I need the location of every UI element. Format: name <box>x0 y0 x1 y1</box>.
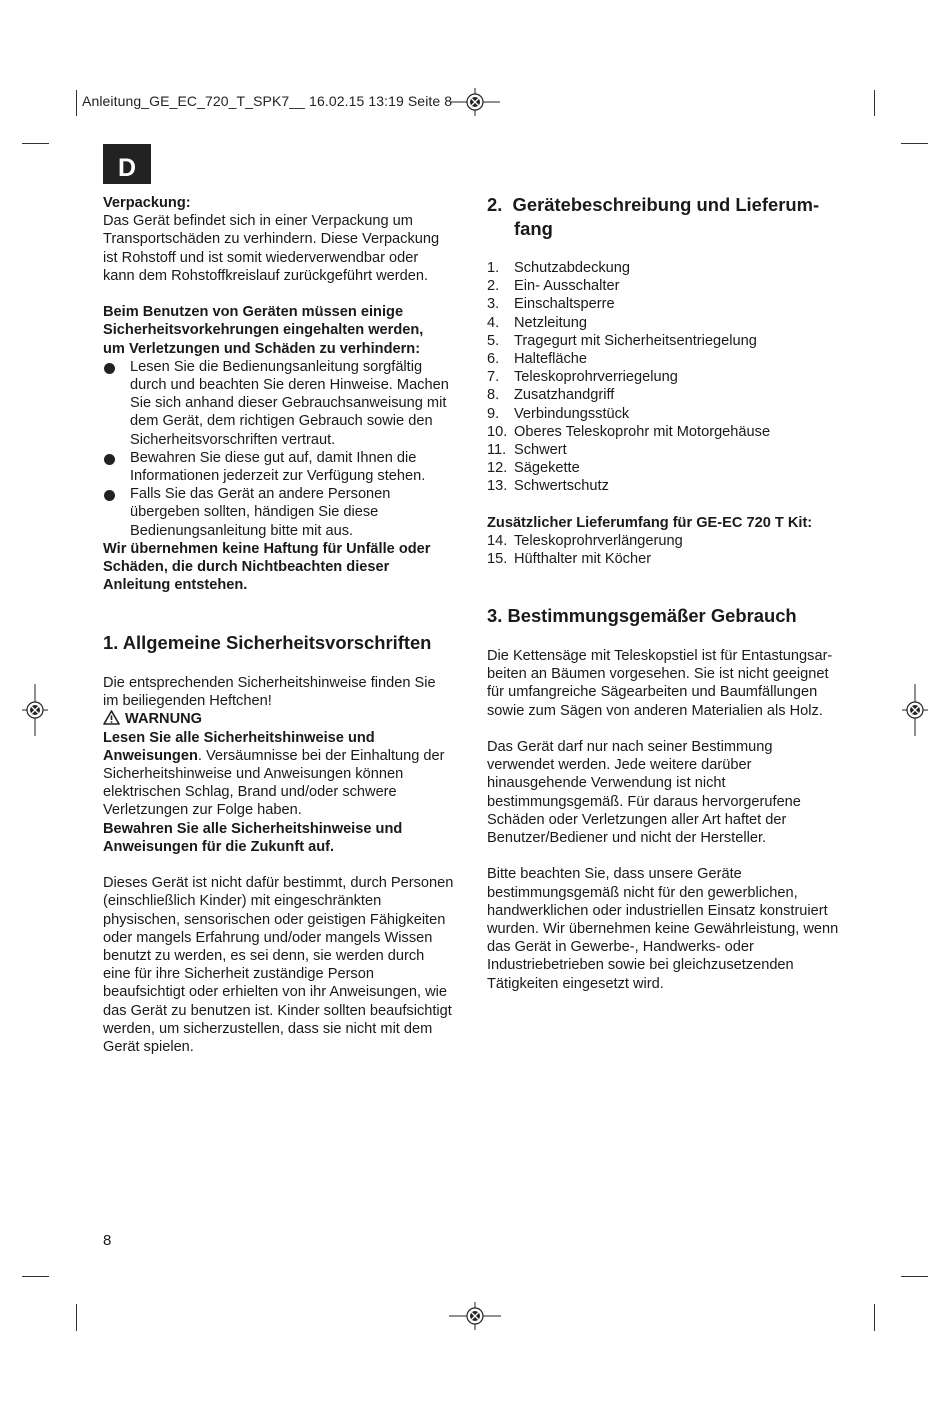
text-run: Anweisungen <box>103 747 198 764</box>
list-item <box>103 449 475 485</box>
list-item: 8. Zusatzhandgriff <box>487 387 615 404</box>
text-line: physischen, sensorischen oder geistigen Fähigkeiten <box>103 911 446 928</box>
text-line: im beiliegenden Heftchen! <box>103 693 272 710</box>
text-line: Bitte beachten Sie, dass unsere Geräte <box>487 866 742 883</box>
text-line: das Gerät in Gewerbe-, Handwerks- oder <box>487 939 754 956</box>
crop-mark <box>22 143 49 144</box>
list-item: 11. Schwert <box>487 442 567 459</box>
print-header: Anleitung_GE_EC_720_T_SPK7__ 16.02.15 13:19 Seite 8 <box>82 93 453 109</box>
text-line: Wir übernehmen keine Haftung für Unfälle oder <box>103 540 431 557</box>
crop-mark <box>874 1304 875 1331</box>
text-line: eine für ihre Sicherheit zuständige Person <box>103 966 374 983</box>
text-line: Das Gerät darf nur nach seiner Bestimmung <box>487 739 773 755</box>
warning-heading <box>103 710 475 728</box>
text-line: Die Kettensäge mit Teleskopstiel ist für Entastungsar- <box>487 648 833 664</box>
text-line: Bewahren Sie diese gut auf, damit Ihnen die <box>130 449 417 466</box>
section2-heading <box>487 193 819 241</box>
safety-bullet-list <box>103 358 475 540</box>
warning-triangle-icon <box>103 710 120 725</box>
text-line: Falls Sie das Gerät an andere Personen <box>130 486 391 503</box>
text-line: um Verletzungen und Schäden zu verhindern: <box>103 340 421 357</box>
text-line: sowie zum Sägen von anderen Materialien als Holz. <box>487 702 823 719</box>
parts-list <box>487 259 857 496</box>
bullet-icon <box>104 363 115 374</box>
registration-mark-icon <box>902 684 928 736</box>
text-line: Die entsprechenden Sicherheitshinweise finden Sie <box>103 675 436 691</box>
text-line: bestimmungsgemäß. Für daraus hervorgerufene <box>487 793 801 810</box>
text-line: Verletzungen zur Folge haben. <box>103 802 302 819</box>
text-line: beaufsichtigt oder erhielten von ihr Anweisungen, wie <box>103 984 447 1001</box>
text-line: Sicherheitshinweise und Anweisungen können <box>103 766 404 783</box>
language-tab: D <box>103 144 151 184</box>
text-line: Informationen jederzeit zur Verfügung stehen. <box>130 468 426 485</box>
verpackung-heading: Verpackung: <box>103 195 191 211</box>
text-line: Sie sich anhand dieser Gebrauchsanweisung mit <box>130 395 447 412</box>
text-line: übergeben sollten, händigen Sie diese <box>130 504 379 521</box>
text-line: oder mangels Erfahrung und/oder mangels Wissen <box>103 929 433 946</box>
registration-mark-icon <box>450 88 500 116</box>
page-number: 8 <box>103 1232 112 1249</box>
crop-mark <box>901 143 928 144</box>
list-item: 14. Teleskoprohrverlängerung <box>487 533 683 550</box>
text-line: fang <box>514 218 553 239</box>
extra-parts-heading: Zusätzlicher Lieferumfang für GE-EC 720 T Kit: <box>487 514 813 531</box>
text-line: Sicherheitsvorschriften vertraut. <box>130 431 336 448</box>
text-line: Bewahren Sie alle Sicherheitshinweise und <box>103 820 403 837</box>
list-item: 13. Schwertschutz <box>487 478 609 495</box>
text-line: Lesen Sie alle Sicherheitshinweise und <box>103 729 375 746</box>
text-line: Tätigkeiten eingesetzt wird. <box>487 975 664 992</box>
list-item: 10. Oberes Teleskoprohr mit Motorgehäuse <box>487 423 771 440</box>
extra-parts-list <box>487 532 857 568</box>
list-item: 4. Netzleitung <box>487 314 588 331</box>
section3-heading: 3. Bestimmungsgemäßer Gebrauch <box>487 605 797 626</box>
text-run: . Versäumnisse bei der Einhaltung der <box>197 747 445 764</box>
text-line: Industriebetrieben sowie bei gleichzusetzenden <box>487 957 794 974</box>
list-item: 5. Tragegurt mit Sicherheitsentriegelung <box>487 332 757 349</box>
list-item: 15. Hüfthalter mit Köcher <box>487 551 652 568</box>
registration-mark-icon <box>22 684 48 736</box>
text-line: Dieses Gerät ist nicht dafür bestimmt, durch Personen <box>103 875 454 892</box>
text-line <box>103 747 475 765</box>
text-line: Benutzer/Bediener und nicht der Hersteller. <box>487 830 767 847</box>
left-column <box>103 194 475 594</box>
list-item <box>103 358 475 449</box>
crop-mark <box>874 90 875 116</box>
crop-mark <box>901 1276 928 1277</box>
crop-mark <box>22 1276 49 1277</box>
text-line: (einschließlich Kinder) mit eingeschränkten <box>103 893 382 910</box>
crop-mark <box>76 90 77 116</box>
text-line: das Gerät zu benutzen ist. Kinder sollten beaufsichtigt <box>103 1002 452 1019</box>
bullet-icon <box>104 454 115 465</box>
text-line: dem Gerät, dem richtigen Gebrauch sowie den <box>130 413 433 430</box>
crop-mark <box>76 1304 77 1331</box>
left-column-lower <box>103 674 475 1056</box>
list-item: 9. Verbindungsstück <box>487 405 630 422</box>
text-line: wurden. Wir übernehmen keine Gewährleistung, wenn <box>487 921 839 938</box>
text-line: Schäden, die durch Nichtbeachten dieser <box>103 559 390 576</box>
text-line: Beim Benutzen von Geräten müssen einige <box>103 304 404 321</box>
text-line: 2. Gerätebeschreibung und Lieferum- <box>487 194 820 215</box>
list-item: 1. Schutzabdeckung <box>487 260 631 276</box>
text-line: Sicherheitsvorkehrungen eingehalten werden, <box>103 322 424 339</box>
list-item <box>103 485 475 540</box>
text-line: hinausgehende Verwendung ist nicht <box>487 775 726 792</box>
list-item: 12. Sägekette <box>487 460 580 477</box>
text-line: durch und beachten Sie deren Hinweise. Machen <box>130 377 449 394</box>
text-line: kann dem Rohstoffkreislauf zurückgeführt werden. <box>103 267 429 284</box>
text-line: Lesen Sie die Bedienungsanleitung sorgfältig <box>130 358 423 375</box>
text-line: Das Gerät befindet sich in einer Verpackung um <box>103 213 413 230</box>
text-line: Schäden oder Verletzungen aller Art haftet der <box>487 811 787 828</box>
text-line: elektrischen Schlag, Brand und/oder schwere <box>103 784 397 801</box>
text-line: benutzt zu werden, es sei denn, sie werden durch <box>103 948 425 965</box>
text-line: Gerät spielen. <box>103 1039 194 1056</box>
list-item: 6. Haltefläche <box>487 351 588 368</box>
warning-label: WARNUNG <box>125 711 203 728</box>
text-line: beiten an Bäumen vorgesehen. Sie ist nicht geeignet <box>487 666 829 683</box>
registration-mark-icon <box>449 1302 501 1330</box>
list-item: 3. Einschaltsperre <box>487 296 615 313</box>
text-line: verwendet werden. Jede weitere darüber <box>487 757 752 774</box>
section1-heading: 1. Allgemeine Sicherheitsvorschriften <box>103 632 432 653</box>
right-column <box>487 259 857 568</box>
bullet-icon <box>104 490 115 501</box>
text-line: ist Rohstoff und ist somit wiederverwendbar oder <box>103 249 419 266</box>
text-line: Bedienungsanleitung bitte mit aus. <box>130 522 354 539</box>
text-line: bestimmungsgemäß nicht für den gewerblichen, <box>487 884 798 901</box>
text-line: Transportschäden zu verhindern. Diese Verpackung <box>103 231 440 248</box>
text-line: Anleitung entstehen. <box>103 577 248 594</box>
right-column-lower <box>487 647 857 993</box>
text-line: Anweisungen für die Zukunft auf. <box>103 838 335 855</box>
text-line: handwerklichen oder industriellen Einsatz konstruiert <box>487 902 828 919</box>
text-line: für umfangreiche Sägearbeiten und Baumfällungen <box>487 684 818 701</box>
text-line: werden, um sicherzustellen, dass sie nicht mit dem <box>103 1020 433 1037</box>
list-item: 2. Ein- Ausschalter <box>487 278 620 295</box>
list-item: 7. Teleskoprohrverriegelung <box>487 369 678 386</box>
